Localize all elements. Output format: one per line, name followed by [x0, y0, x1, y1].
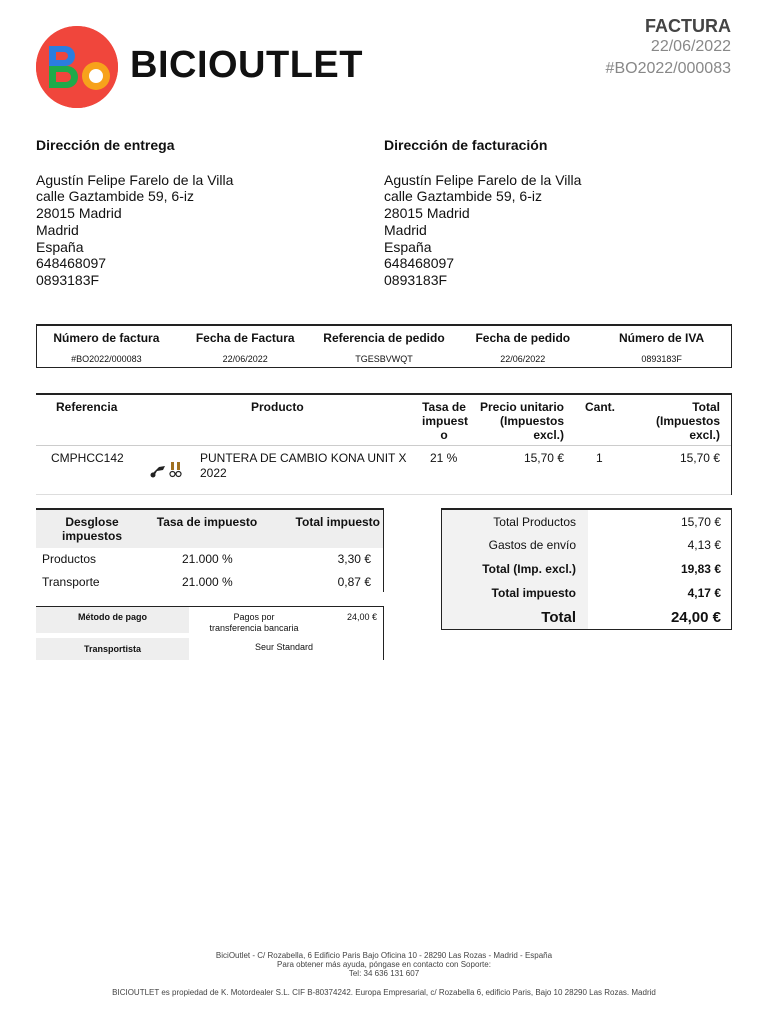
billing-line: España — [384, 238, 432, 255]
info-value-cell: TGESBVWQT — [355, 354, 413, 364]
info-header-cell: Número de factura — [53, 331, 160, 345]
delivery-line: Agustín Felipe Farelo de la Villa — [36, 171, 234, 188]
tax-row-label: Productos — [42, 552, 97, 566]
header-unit-price — [476, 400, 564, 442]
header-reference: Referencia — [56, 400, 118, 414]
info-value-cell: 22/06/2022 — [500, 354, 546, 364]
footer-address: BiciOutlet - C/ Rozabella, 6 Edificio Paris Bajo Oficina 10 - 28290 Las Rozas - Madrid - España — [215, 951, 553, 960]
totals-grand-value: 24,00 € — [670, 609, 721, 626]
billing-line: 648468097 — [384, 255, 455, 272]
footer-phone: Tel: 34 636 131 607 — [348, 969, 420, 978]
row-tax: 21 % — [430, 451, 458, 465]
billing-line: Madrid — [384, 221, 427, 238]
tax-row-rate: 21.000 % — [182, 575, 233, 589]
tax-header-line: Desglose — [65, 515, 119, 529]
invoice-info-table — [36, 324, 732, 368]
row-unit-price: 15,70 € — [523, 451, 564, 465]
header-tax-line: Tasa de — [422, 400, 466, 414]
tax-header-line: impuestos — [61, 529, 122, 543]
tax-breakdown-table — [36, 508, 384, 592]
products-divider — [36, 494, 731, 495]
tax-header-total: Total impuesto — [295, 515, 380, 529]
payment-method-label: Método de pago — [36, 607, 189, 633]
tax-row-label: Transporte — [42, 575, 100, 589]
row-quantity: 1 — [596, 451, 603, 465]
payment-method-line: Pagos por — [233, 612, 275, 622]
row-reference: CMPHCC142 — [51, 451, 124, 465]
billing-line: 0893183F — [384, 271, 448, 288]
delivery-line: 28015 Madrid — [36, 205, 122, 222]
totals-grand-label: Total — [541, 609, 576, 626]
totals-shipping-label: Gastos de envío — [488, 538, 576, 552]
billing-address — [384, 137, 704, 289]
header-price-line: Precio unitario — [479, 400, 564, 414]
document-title: FACTURA — [645, 16, 731, 36]
payment-method-line: transferencia bancaria — [209, 623, 299, 633]
products-table — [36, 393, 732, 495]
header-product: Producto — [251, 400, 304, 414]
carrier-label: Transportista — [36, 638, 189, 660]
logo-bo-mark — [36, 26, 118, 108]
totals-tax-label: Total impuesto — [491, 586, 576, 600]
header-price-line: excl.) — [533, 428, 564, 442]
billing-line: 28015 Madrid — [384, 205, 470, 222]
info-value-row — [37, 351, 731, 364]
info-header-cell: Referencia de pedido — [323, 331, 445, 345]
tax-row-rate: 21.000 % — [182, 552, 233, 566]
header-total-line: (Impuestos — [655, 414, 720, 428]
info-header-cell: Fecha de Factura — [195, 331, 295, 345]
header-total — [636, 400, 720, 442]
info-header-row — [37, 326, 731, 351]
header-tax-line: impuest — [422, 414, 469, 428]
totals-excl-label: Total (Imp. excl.) — [482, 562, 576, 576]
delivery-heading: Dirección de entrega — [36, 137, 175, 153]
delivery-line: 0893183F — [36, 271, 100, 288]
delivery-address — [36, 137, 356, 289]
footer-legal: BICIOUTLET es propiedad de K. Motordealer S.L. CIF B-80374242. Europa Empresarial, c/ Rozabella 6, edificio Paris, Bajo 10 28290 Las Rozas. Madrid — [112, 988, 656, 997]
payment-table — [36, 606, 384, 660]
product-thumbnail-icon — [149, 459, 183, 479]
document-date: 22/06/2022 — [650, 38, 731, 55]
tax-row-total: 0,87 € — [337, 575, 371, 589]
brand-logo — [36, 26, 396, 106]
delivery-line: calle Gaztambide 59, 6-iz — [36, 188, 194, 205]
info-value-cell: 22/06/2022 — [222, 354, 268, 364]
header-tax-line: o — [440, 428, 448, 442]
billing-line: Agustín Felipe Farelo de la Villa — [384, 171, 582, 188]
table-row — [36, 571, 383, 593]
logo-circle — [36, 26, 118, 108]
info-value-cell: #BO2022/000083 — [71, 354, 142, 364]
header-quantity: Cant. — [585, 400, 615, 414]
tax-header-rate: Tasa de impuesto — [156, 515, 258, 529]
header-total-line: excl.) — [689, 428, 720, 442]
totals-shipping-value: 4,13 € — [687, 538, 721, 552]
carrier-value: Seur Standard — [254, 642, 314, 652]
totals-excl-value: 19,83 € — [680, 562, 721, 576]
header-tax-rate — [422, 400, 469, 442]
row-product-line: PUNTERA DE CAMBIO KONA UNIT X — [200, 451, 407, 465]
footer-support: Para obtener más ayuda, póngase en contacto con Soporte: — [277, 960, 491, 969]
info-value-cell: 0893183F — [641, 354, 682, 364]
row-product-line: 2022 — [200, 466, 227, 480]
table-row — [36, 548, 383, 570]
payment-method-amount: 24,00 € — [346, 612, 377, 622]
delivery-line: España — [36, 238, 84, 255]
totals-products-value: 15,70 € — [680, 515, 721, 529]
products-header-row — [36, 395, 731, 446]
billing-line: calle Gaztambide 59, 6-iz — [384, 188, 542, 205]
delivery-line: Madrid — [36, 221, 79, 238]
row-product — [200, 451, 410, 481]
tax-header-breakdown — [36, 515, 148, 543]
totals-tax-value: 4,17 € — [687, 586, 721, 600]
delivery-line: 648468097 — [36, 255, 107, 272]
brand-name: BICIOUTLET — [130, 44, 363, 86]
payment-method-value — [194, 612, 314, 634]
totals-products-label: Total Productos — [493, 515, 576, 529]
row-total: 15,70 € — [679, 451, 720, 465]
tax-header-row — [36, 510, 383, 548]
header-price-line: (Impuestos — [499, 414, 564, 428]
info-header-cell: Fecha de pedido — [475, 331, 571, 345]
info-header-cell: Número de IVA — [619, 331, 705, 345]
header-total-line: Total — [692, 400, 720, 414]
totals-table — [441, 508, 732, 630]
billing-heading: Dirección de facturación — [384, 137, 548, 153]
tax-row-total: 3,30 € — [337, 552, 371, 566]
document-number: #BO2022/000083 — [605, 60, 731, 77]
